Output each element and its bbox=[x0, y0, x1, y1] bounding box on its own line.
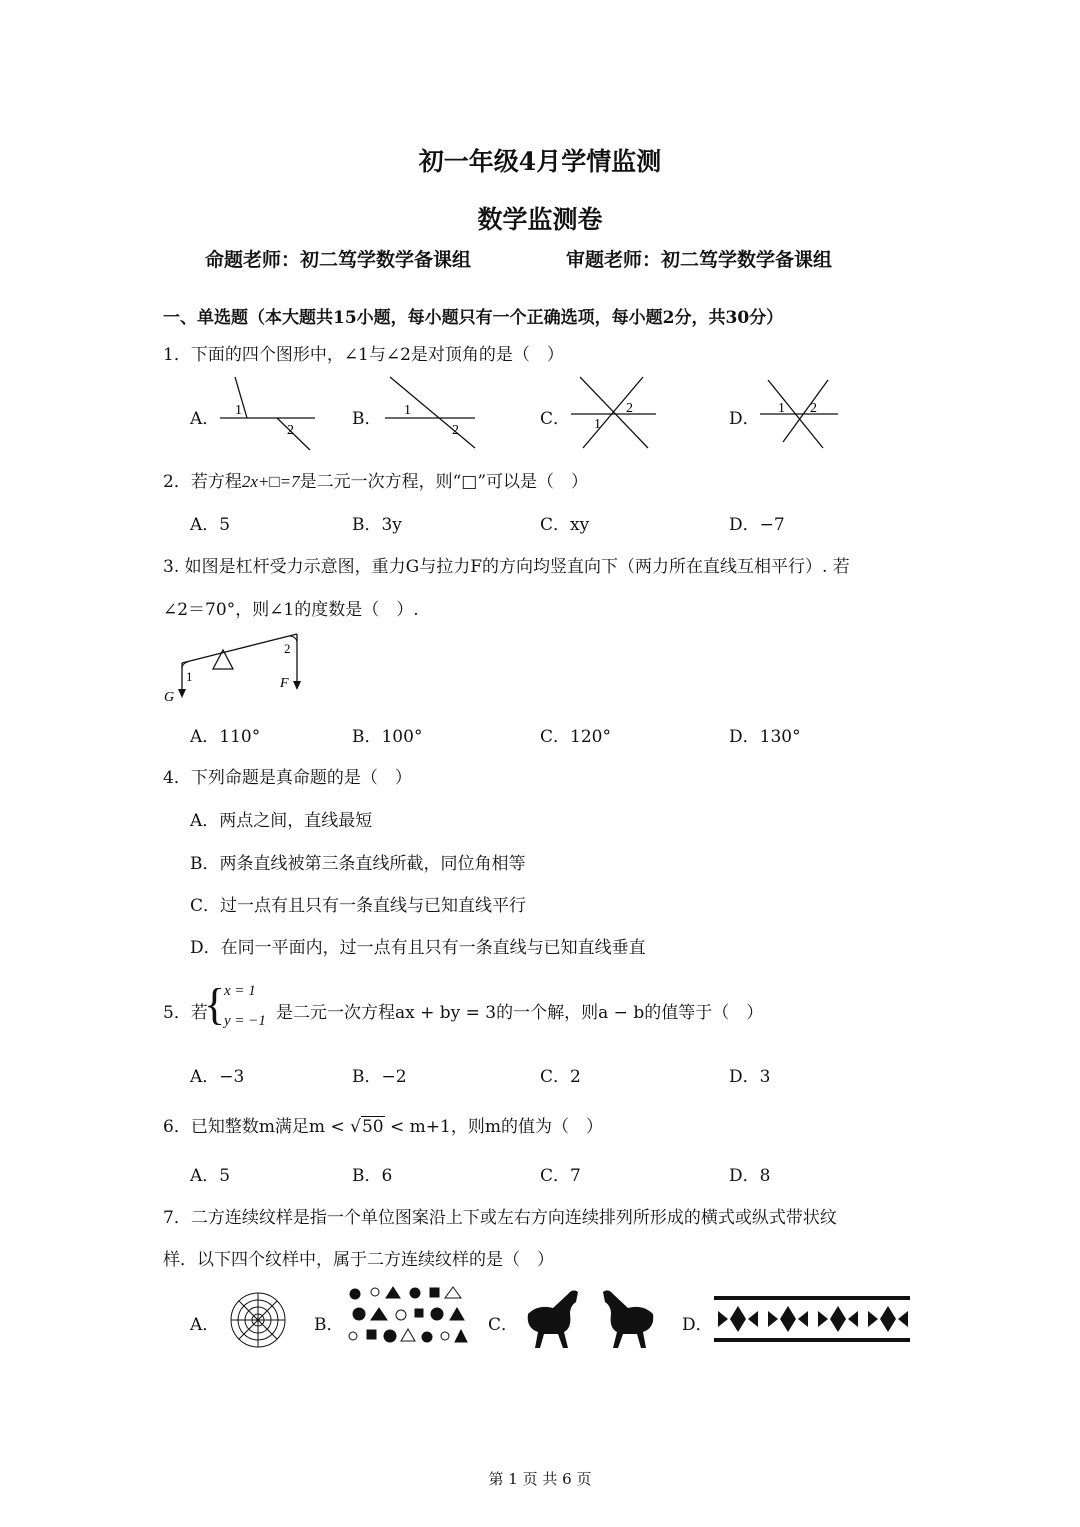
q5-suffix: 是二元一次方程ax + by = 3的一个解，则a − b的值等于（ ） bbox=[276, 1003, 764, 1023]
page-number-footer: 第 1 页 共 6 页 bbox=[488, 1470, 592, 1488]
q2-stem-prefix: 2．若方程 bbox=[163, 472, 242, 492]
q7-pattern-c-horses bbox=[518, 1284, 663, 1352]
q5-system-brace: { bbox=[204, 980, 226, 1029]
q2-option-b: B．3y bbox=[352, 515, 402, 535]
q3-fig-f: F bbox=[280, 676, 289, 691]
q7-stem-line1: 7．二方连续纹样是指一个单位图案沿上下或左右方向连续排列所形成的横式或纵式带状纹 bbox=[163, 1208, 837, 1228]
q4-stem: 4．下列命题是真命题的是（ ） bbox=[163, 768, 412, 788]
q7-pattern-b-shapes bbox=[345, 1284, 470, 1350]
q4-option-a: A．两点之间，直线最短 bbox=[190, 811, 373, 831]
q2-option-d: D．−7 bbox=[729, 515, 785, 535]
q5-prefix: 5．若 bbox=[163, 1003, 208, 1023]
q6-option-a: A．5 bbox=[190, 1166, 231, 1186]
q3-option-d: D．130° bbox=[729, 727, 801, 747]
q2-equation: 2x+□=7 bbox=[241, 472, 300, 491]
q1a-angle2: 2 bbox=[287, 423, 294, 438]
q2-option-c: C．xy bbox=[540, 515, 590, 535]
question-setter: 命题老师：初二笃学数学备课组 bbox=[205, 249, 472, 271]
q2-stem-suffix: 是二元一次方程，则“□”可以是（ ） bbox=[299, 472, 589, 492]
q1c-angle1: 1 bbox=[594, 417, 601, 432]
q3-fig-angle2: 2 bbox=[284, 641, 291, 656]
section-heading: 一、单选题（本大题共15小题，每小题只有一个正确选项，每小题2分，共30分） bbox=[163, 308, 784, 328]
q2-stem bbox=[163, 467, 588, 492]
q1a-angle1: 1 bbox=[235, 403, 242, 418]
q7-label-d: D． bbox=[682, 1315, 713, 1335]
q6-option-c: C．7 bbox=[540, 1166, 581, 1186]
q3-option-b: B．100° bbox=[352, 727, 423, 747]
q1-figure-b bbox=[380, 372, 480, 452]
q1-label-b: B． bbox=[352, 409, 382, 429]
q1c-angle2: 2 bbox=[626, 401, 633, 416]
q1b-angle2: 2 bbox=[452, 423, 459, 438]
q6-prefix: 6．已知整数m满足m < bbox=[163, 1117, 345, 1137]
q1b-angle1: 1 bbox=[404, 403, 411, 418]
q1-figure-c bbox=[568, 372, 663, 452]
q6-option-d: D．8 bbox=[729, 1166, 771, 1186]
page-subtitle: 数学监测卷 bbox=[477, 205, 603, 234]
question-reviewer: 审题老师：初二笃学数学备课组 bbox=[566, 249, 833, 271]
q7-pattern-d-band bbox=[714, 1296, 910, 1342]
q3-lever-figure bbox=[160, 628, 310, 708]
q5-option-d: D．3 bbox=[729, 1067, 771, 1087]
q3-option-a: A．110° bbox=[190, 727, 261, 747]
q1-label-a: A． bbox=[190, 409, 220, 429]
q1d-angle2: 2 bbox=[810, 401, 817, 416]
q5-option-c: C．2 bbox=[540, 1067, 581, 1087]
q7-stem-line2: 样．以下四个纹样中，属于二方连续纹样的是（ ） bbox=[163, 1250, 554, 1270]
q6-option-b: B．6 bbox=[352, 1166, 393, 1186]
q1-stem: 1．下面的四个图形中，∠1与∠2是对顶角的是（ ） bbox=[163, 345, 564, 365]
q3-fig-angle1: 1 bbox=[186, 669, 193, 684]
q6-stem bbox=[163, 1112, 603, 1137]
q4-option-c: C．过一点有且只有一条直线与已知直线平行 bbox=[190, 896, 527, 916]
q1d-angle1: 1 bbox=[778, 401, 785, 416]
q7-label-a: A． bbox=[190, 1315, 220, 1335]
q1-figure-a bbox=[215, 372, 320, 452]
q2-option-a: A．5 bbox=[190, 515, 231, 535]
q3-stem-line1: 3. 如图是杠杆受力示意图，重力G与拉力F的方向均竖直向下（两力所在直线互相平行）. 若 bbox=[163, 557, 850, 577]
q6-radicand: 50 bbox=[361, 1117, 384, 1137]
q7-label-c: C． bbox=[488, 1315, 519, 1335]
q6-suffix: < m+1，则m的值为（ ） bbox=[390, 1117, 603, 1137]
q7-pattern-a-flower bbox=[222, 1290, 294, 1350]
q3-fig-g: G bbox=[164, 690, 175, 705]
q5-system-eq2: y = −1 bbox=[224, 1013, 266, 1029]
q1-label-d: D． bbox=[729, 409, 760, 429]
q3-stem-line2: ∠2＝70°，则∠1的度数是（ ）. bbox=[163, 600, 419, 620]
page-title: 初一年级4月学情监测 bbox=[418, 147, 662, 176]
q1-label-c: C． bbox=[540, 409, 571, 429]
q1-figure-d bbox=[758, 372, 843, 452]
q4-option-d: D．在同一平面内，过一点有且只有一条直线与已知直线垂直 bbox=[190, 938, 646, 958]
q6-sqrt: √50 bbox=[350, 1117, 384, 1137]
q5-option-a: A．−3 bbox=[190, 1067, 245, 1087]
q4-option-b: B．两条直线被第三条直线所截，同位角相等 bbox=[190, 854, 526, 874]
q3-option-c: C．120° bbox=[540, 727, 611, 747]
q5-option-b: B．−2 bbox=[352, 1067, 407, 1087]
q7-label-b: B． bbox=[314, 1315, 344, 1335]
q5-system-eq1: x = 1 bbox=[224, 983, 256, 999]
